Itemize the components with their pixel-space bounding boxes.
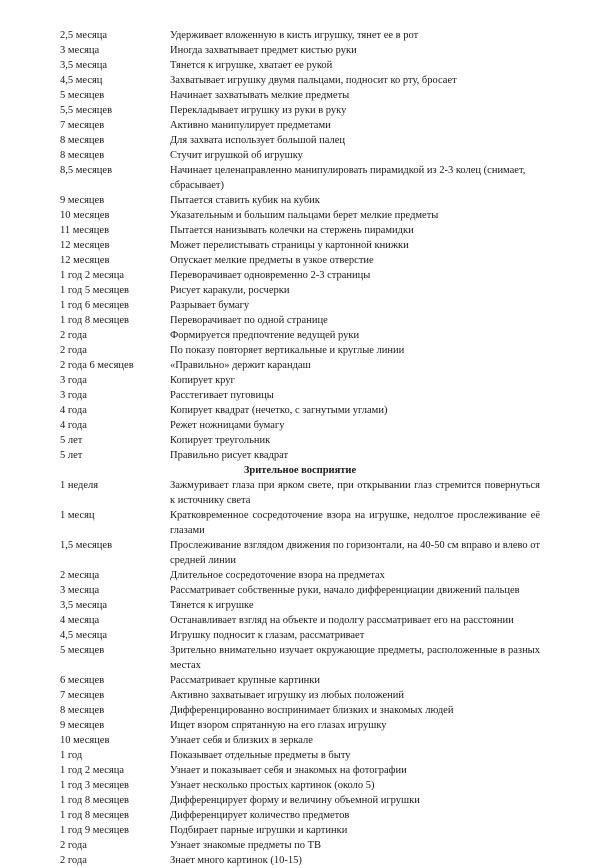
table-row xyxy=(60,193,540,208)
table-row xyxy=(60,238,540,253)
table-row xyxy=(60,403,540,418)
cell-age: 8 месяцев xyxy=(60,150,105,161)
cell-age: 4 месяца xyxy=(60,615,100,626)
table-row xyxy=(60,823,540,838)
cell-age: 11 месяцев xyxy=(60,225,110,236)
cell-description: Дифференцированно воспринимает близких и знакомых людей xyxy=(170,705,454,716)
cell-description: Пытается нанизывать колечки на стержень пирамидки xyxy=(170,225,414,236)
cell-age: 4 года xyxy=(60,405,87,416)
cell-description: Начинает захватывать мелкие предметы xyxy=(170,90,350,101)
cell-description: Игрушку подносит к глазам, рассматривает xyxy=(170,630,365,641)
cell-description: Опускает мелкие предметы в узкое отверстие xyxy=(170,255,374,266)
table-row xyxy=(60,103,540,118)
table-row xyxy=(60,538,540,568)
table-row xyxy=(60,598,540,613)
cell-age: 3,5 месяца xyxy=(60,600,108,611)
cell-age: 12 месяцев xyxy=(60,255,110,266)
cell-age: 2 года xyxy=(60,345,87,356)
table-row xyxy=(60,583,540,598)
cell-description: Прослеживание взглядом движения по горизонтали, на 40-50 см вправо и влево от средней линии xyxy=(170,540,540,566)
table-row xyxy=(60,343,540,358)
cell-description: Знает много картинок (10-15) xyxy=(170,855,302,866)
cell-description: Зажмуривает глаза при ярком свете, при открывании глаз стремится повернуться к источнику света xyxy=(170,480,540,506)
cell-description: Рассматривает крупные картинки xyxy=(170,675,321,686)
cell-description: Останавливает взгляд на объекте и подолгу рассматривает его на расстоянии xyxy=(170,615,514,626)
table-row xyxy=(60,718,540,733)
cell-description: Узнает несколько простых картинок (около 5) xyxy=(170,780,375,791)
cell-description: Активно манипулирует предметами xyxy=(170,120,331,131)
cell-description: Активно захватывает игрушку из любых положений xyxy=(170,690,405,701)
cell-age: 2 месяца xyxy=(60,570,100,581)
table-row xyxy=(60,703,540,718)
cell-description: Переворачивает одновременно 2-3 страницы xyxy=(170,270,371,281)
cell-description: Дифференцирует форму и величину объемной игрушки xyxy=(170,795,420,806)
cell-description: По показу повторяет вертикальные и круглые линии xyxy=(170,345,405,356)
cell-age: 1 год 8 месяцев xyxy=(60,795,130,806)
cell-age: 2 года xyxy=(60,330,87,341)
table-row xyxy=(60,448,540,463)
cell-description: Узнает и показывает себя и знакомых на фотографии xyxy=(170,765,407,776)
cell-description: Перекладывает игрушку из руки в руку xyxy=(170,105,347,116)
table-row xyxy=(60,763,540,778)
cell-description: Разрывает бумагу xyxy=(170,300,250,311)
cell-age: 8 месяцев xyxy=(60,135,105,146)
cell-description: Показывает отдельные предметы в быту xyxy=(170,750,351,761)
table-row xyxy=(60,283,540,298)
cell-age: 9 месяцев xyxy=(60,720,105,731)
cell-age: 4,5 месяц xyxy=(60,75,103,86)
cell-age: 4 года xyxy=(60,420,87,431)
table-row xyxy=(60,88,540,103)
table-row xyxy=(60,253,540,268)
cell-age: 2 года xyxy=(60,855,87,866)
section-heading xyxy=(60,463,540,478)
cell-age: 5 месяцев xyxy=(60,90,105,101)
cell-age: 3 месяца xyxy=(60,45,100,56)
cell-description: Тянется к игрушке xyxy=(170,600,254,611)
table-row xyxy=(60,163,540,193)
table-row xyxy=(60,28,540,43)
cell-description: Кратковременное сосредоточение взора на игрушке, недолгое прослеживание её глазами xyxy=(170,510,540,536)
cell-description: Ищет взором спрятанную на его глазах игрушку xyxy=(170,720,387,731)
cell-description: Переворачивает по одной странице xyxy=(170,315,328,326)
cell-description: Стучит игрушкой об игрушку xyxy=(170,150,303,161)
cell-description: Указательным и большим пальцами берет мелкие предметы xyxy=(170,210,439,221)
table-row xyxy=(60,688,540,703)
table-row xyxy=(60,673,540,688)
cell-age: 1 год 8 месяцев xyxy=(60,315,130,326)
table-row xyxy=(60,433,540,448)
cell-age: 1 неделя xyxy=(60,480,99,491)
cell-age: 4,5 месяца xyxy=(60,630,108,641)
cell-description: Тянется к игрушке, хватает ее рукой xyxy=(170,60,333,71)
table-row xyxy=(60,358,540,373)
cell-description: Пытается ставить кубик на кубик xyxy=(170,195,320,206)
cell-age: 7 месяцев xyxy=(60,690,105,701)
table-row xyxy=(60,793,540,808)
table-row xyxy=(60,568,540,583)
table-row xyxy=(60,223,540,238)
table-row xyxy=(60,778,540,793)
table-row xyxy=(60,508,540,538)
table-row xyxy=(60,613,540,628)
table-row xyxy=(60,268,540,283)
table-row xyxy=(60,808,540,823)
cell-age: 1 год 2 месяца xyxy=(60,270,125,281)
cell-description: Расстегивает пуговицы xyxy=(170,390,274,401)
cell-description: Правильно рисует квадрат xyxy=(170,450,289,461)
table-row xyxy=(60,748,540,763)
cell-age: 5 месяцев xyxy=(60,645,105,656)
cell-description: Для захвата использует большой палец xyxy=(170,135,346,146)
cell-description: Длительное сосредоточение взора на предметах xyxy=(170,570,385,581)
section-heading-label: Зрительное восприятие xyxy=(243,465,357,476)
cell-age: 5,5 месяцев xyxy=(60,105,113,116)
cell-description: Формируется предпочтение ведущей руки xyxy=(170,330,360,341)
cell-age: 2 года xyxy=(60,840,87,851)
cell-description: Режет ножницами бумагу xyxy=(170,420,285,431)
table-row xyxy=(60,73,540,88)
cell-description: Узнает знакомые предметы по ТВ xyxy=(170,840,322,851)
cell-age: 6 месяцев xyxy=(60,675,105,686)
cell-age: 10 месяцев xyxy=(60,735,110,746)
table-row xyxy=(60,733,540,748)
cell-description: Рисует каракули, росчерки xyxy=(170,285,290,296)
cell-age: 3 месяца xyxy=(60,585,100,596)
table-row xyxy=(60,298,540,313)
cell-age: 7 месяцев xyxy=(60,120,105,131)
table-row xyxy=(60,328,540,343)
cell-description: Удерживает вложенную в кисть игрушку, тянет ее в рот xyxy=(170,30,419,41)
table-row xyxy=(60,643,540,673)
cell-age: 5 лет xyxy=(60,435,83,446)
cell-description: Начинает целенаправленно манипулировать пирамидкой из 2-3 колец (снимает, сбрасывает) xyxy=(170,165,526,191)
table-row xyxy=(60,58,540,73)
table-row xyxy=(60,43,540,58)
milestones-table xyxy=(60,28,540,868)
cell-age: 3 года xyxy=(60,375,87,386)
table-row xyxy=(60,148,540,163)
table-row xyxy=(60,133,540,148)
cell-description: Узнает себя и близких в зеркале xyxy=(170,735,313,746)
cell-description: Копирует круг xyxy=(170,375,235,386)
table-row xyxy=(60,373,540,388)
cell-age: 2,5 месяца xyxy=(60,30,108,41)
cell-description: Копирует треугольник xyxy=(170,435,271,446)
cell-age: 5 лет xyxy=(60,450,83,461)
table-row xyxy=(60,313,540,328)
cell-age: 2 года 6 месяцев xyxy=(60,360,134,371)
table-row xyxy=(60,118,540,133)
cell-age: 1,5 месяцев xyxy=(60,540,113,551)
cell-age: 1 год 6 месяцев xyxy=(60,300,130,311)
table-row xyxy=(60,478,540,508)
cell-age: 1 год 8 месяцев xyxy=(60,810,130,821)
table-row xyxy=(60,853,540,868)
cell-description: Иногда захватывает предмет кистью руки xyxy=(170,45,357,56)
cell-age: 10 месяцев xyxy=(60,210,110,221)
cell-age: 1 год 3 месяцев xyxy=(60,780,130,791)
cell-description: Может перелистывать страницы у картонной книжки xyxy=(170,240,409,251)
table-row xyxy=(60,208,540,223)
table-row xyxy=(60,838,540,853)
table-row xyxy=(60,388,540,403)
cell-description: Рассматривает собственные руки, начало дифференциации движений пальцев xyxy=(170,585,520,596)
cell-description: Подбирает парные игрушки и картинки xyxy=(170,825,348,836)
cell-age: 8 месяцев xyxy=(60,705,105,716)
cell-age: 1 год 5 месяцев xyxy=(60,285,130,296)
cell-age: 1 год 9 месяцев xyxy=(60,825,130,836)
cell-description: Дифференцирует количество предметов xyxy=(170,810,350,821)
cell-description: Копирует квадрат (нечетко, с загнутыми углами) xyxy=(170,405,388,416)
cell-age: 1 месяц xyxy=(60,510,95,521)
cell-age: 3 года xyxy=(60,390,87,401)
cell-description: Зрительно внимательно изучает окружающие предметы, расположенные в разных местах xyxy=(170,645,540,671)
cell-description: «Правильно» держит карандаш xyxy=(170,360,311,371)
cell-description: Захватывает игрушку двумя пальцами, подносит ко рту, бросает xyxy=(170,75,457,86)
cell-age: 3,5 месяца xyxy=(60,60,108,71)
table-row xyxy=(60,628,540,643)
cell-age: 1 год 2 месяца xyxy=(60,765,125,776)
cell-age: 8,5 месяцев xyxy=(60,165,113,176)
cell-age: 12 месяцев xyxy=(60,240,110,251)
cell-age: 1 год xyxy=(60,750,83,761)
table-row xyxy=(60,418,540,433)
cell-age: 9 месяцев xyxy=(60,195,105,206)
